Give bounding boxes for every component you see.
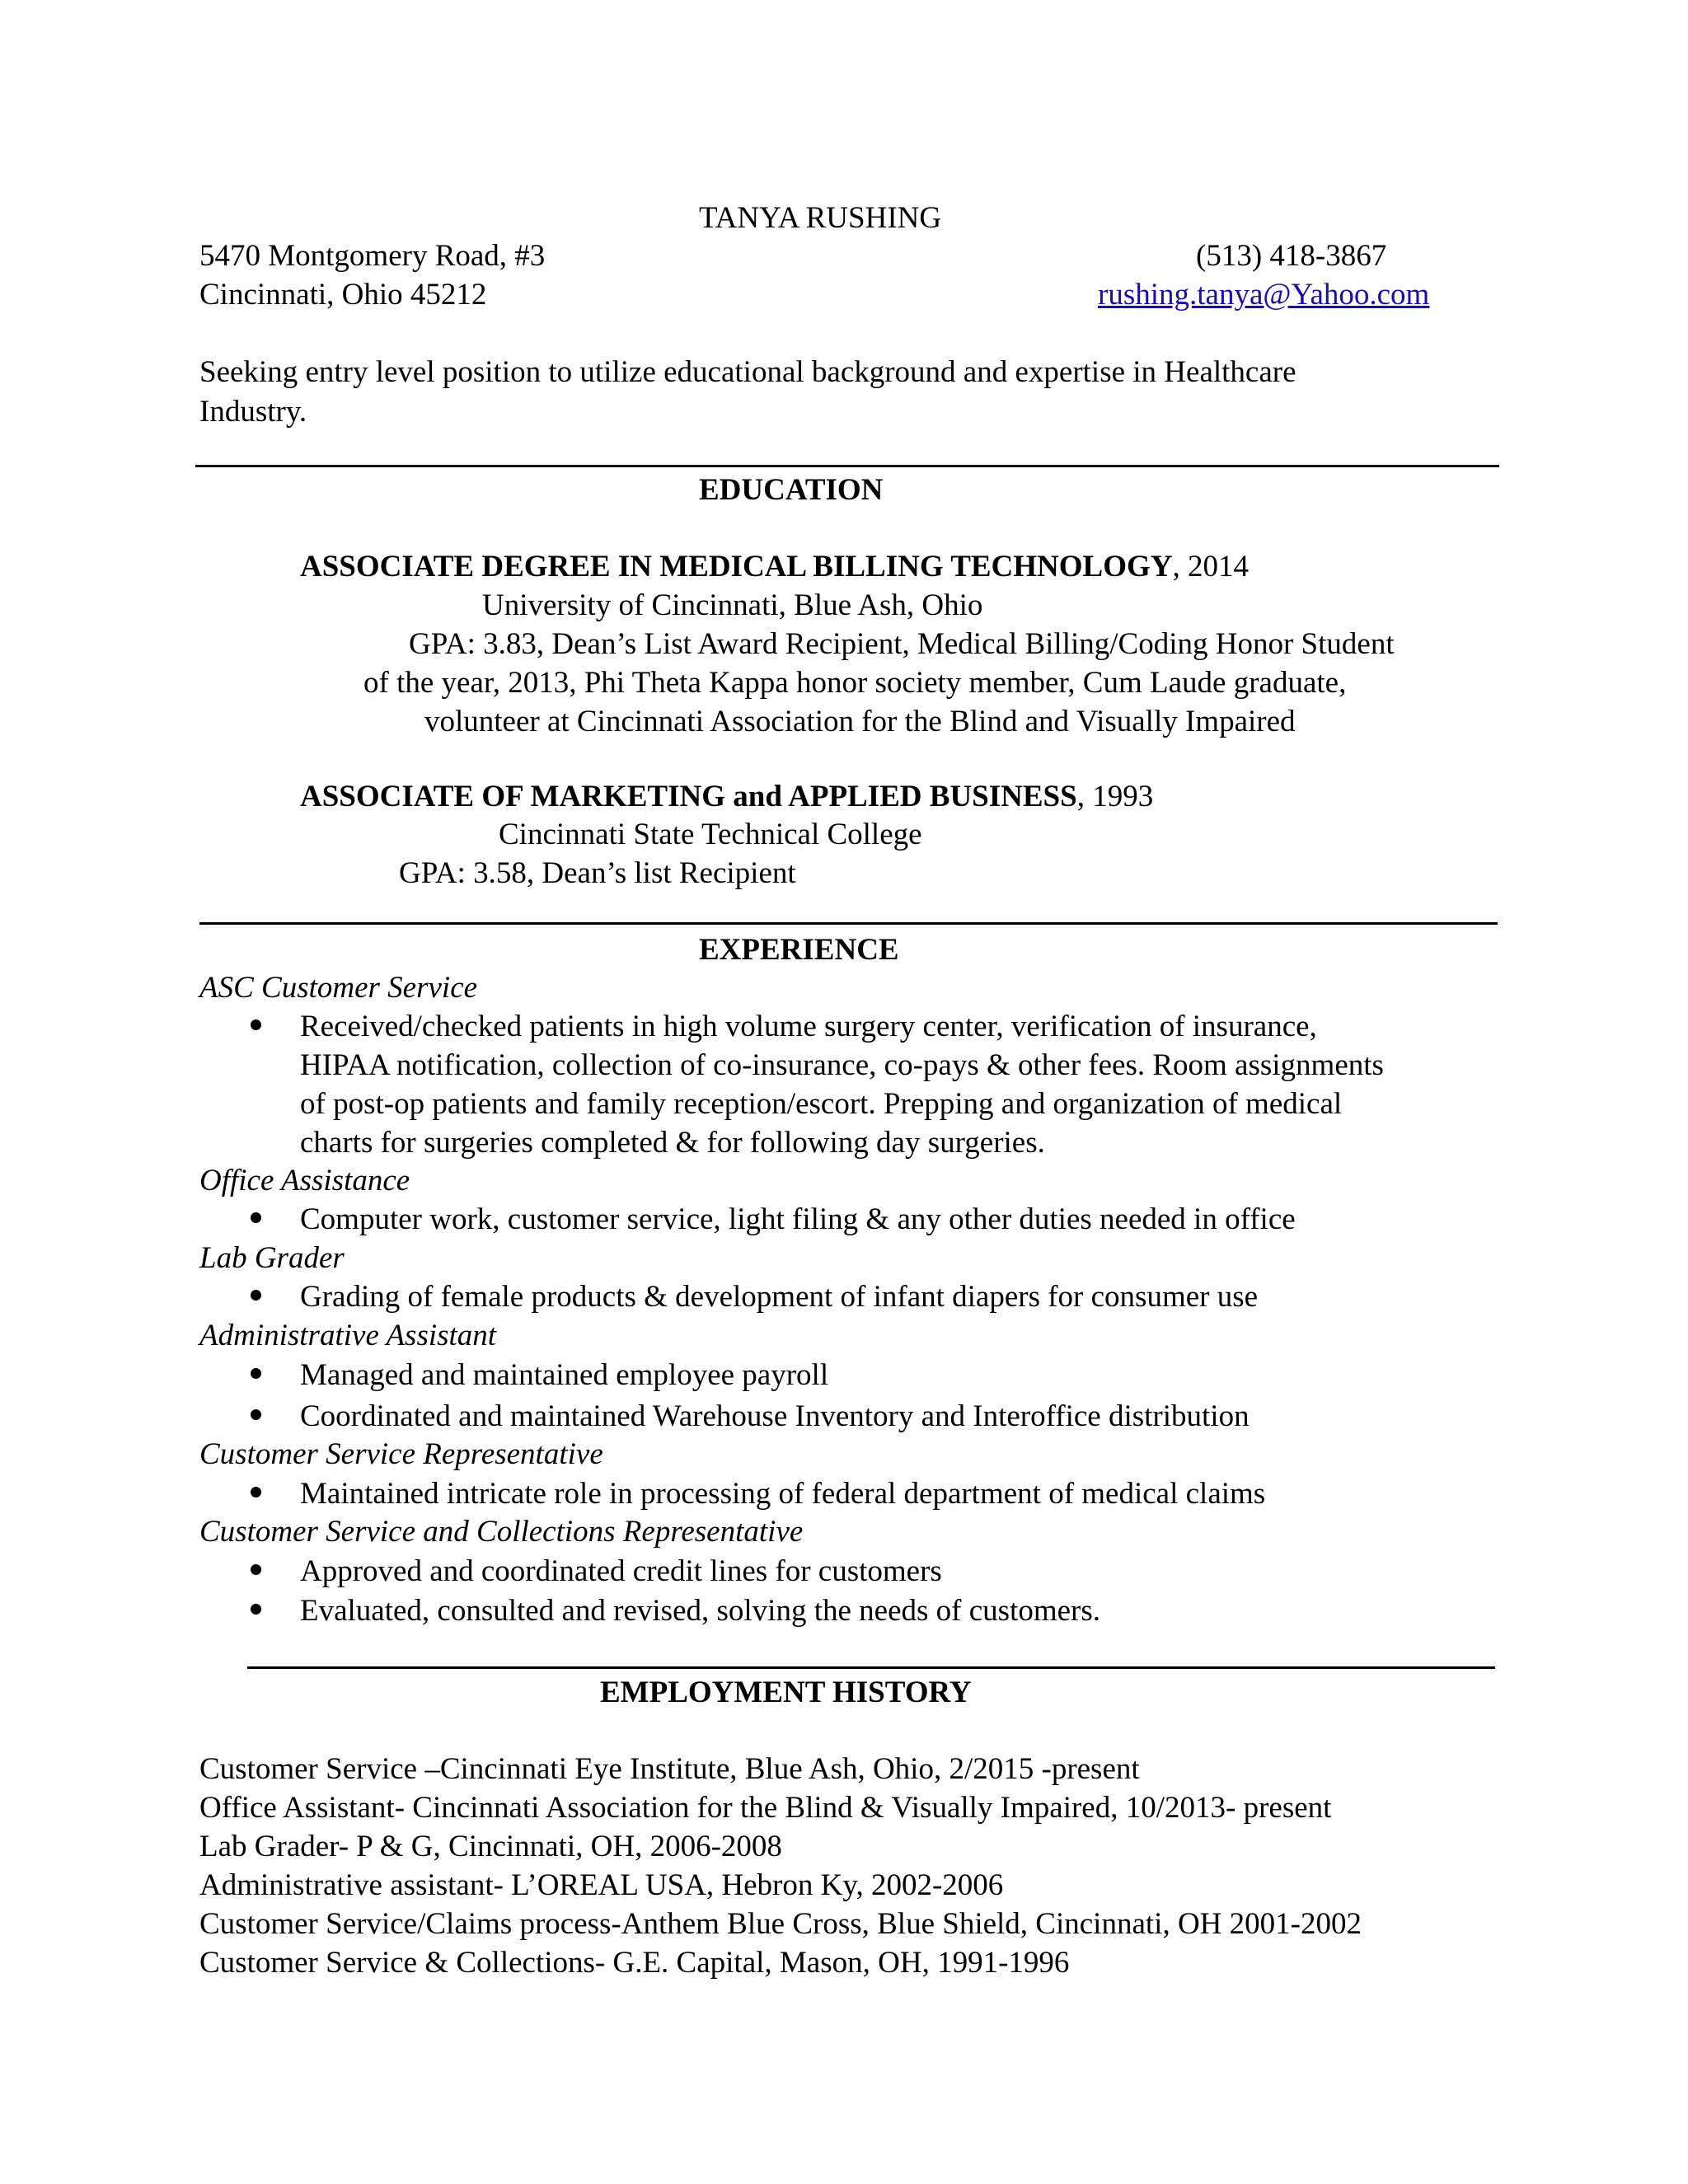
employment-line: Customer Service & Collections- G.E. Capital, Mason, OH, 1991-1996: [199, 1946, 1070, 1980]
role-bullet-line: Grading of female products & development of infant diapers for consumer use: [300, 1280, 1259, 1314]
degree2-gpa: GPA: 3.58, Dean’s list Recipient: [399, 856, 796, 890]
degree1-heading: [300, 551, 1249, 582]
email-link[interactable]: rushing.tanya@Yahoo.com: [1098, 278, 1430, 312]
role-bullet-line: HIPAA notification, collection of co-insurance, co-pays & other fees. Room assignments: [300, 1048, 1384, 1082]
bullet-icon: [251, 1368, 261, 1379]
employment-line: Customer Service –Cincinnati Eye Institute, Blue Ash, Ohio, 2/2015 -present: [199, 1752, 1140, 1786]
role-title: Customer Service Representative: [199, 1437, 603, 1471]
degree1-year: , 2014: [1172, 550, 1250, 583]
employment-line: Office Assistant- Cincinnati Association for the Blind & Visually Impaired, 10/2013- present: [199, 1791, 1332, 1825]
objective-line-1: Seeking entry level position to utilize educational background and expertise in Healthcare: [199, 355, 1296, 389]
divider-employment: [247, 1666, 1495, 1669]
role-title: Customer Service and Collections Representative: [199, 1515, 804, 1549]
role-bullet-line: Computer work, customer service, light filing & any other duties needed in office: [300, 1202, 1296, 1236]
role-bullet-line: of post-op patients and family reception/escort. Prepping and organization of medical: [300, 1087, 1343, 1121]
degree1-title: ASSOCIATE DEGREE IN MEDICAL BILLING TECHNOLOGY: [300, 550, 1173, 583]
role-bullet-line: charts for surgeries completed & for following day surgeries.: [300, 1126, 1045, 1160]
bullet-icon: [251, 1212, 261, 1223]
bullet-icon: [251, 1409, 261, 1420]
employment-line: Lab Grader- P & G, Cincinnati, OH, 2006-2008: [199, 1830, 782, 1863]
role-bullet-line: Received/checked patients in high volume surgery center, verification of insurance,: [300, 1010, 1317, 1043]
address-line-2: Cincinnati, Ohio 45212: [199, 278, 487, 312]
role-title: Administrative Assistant: [199, 1319, 497, 1352]
role-title: Office Assistance: [199, 1164, 410, 1197]
employment-heading: EMPLOYMENT HISTORY: [600, 1675, 972, 1709]
candidate-name: TANYA RUSHING: [699, 201, 942, 235]
degree2-school: Cincinnati State Technical College: [499, 818, 922, 851]
bullet-icon: [251, 1290, 261, 1301]
role-title: ASC Customer Service: [199, 971, 478, 1005]
degree1-school: University of Cincinnati, Blue Ash, Ohio: [482, 588, 983, 622]
role-bullet-line: Maintained intricate role in processing of federal department of medical claims: [300, 1477, 1266, 1511]
bullet-icon: [251, 1604, 261, 1615]
role-bullet-line: Evaluated, consulted and revised, solving the needs of customers.: [300, 1594, 1100, 1628]
objective-line-2: Industry.: [199, 395, 307, 429]
divider-experience: [199, 922, 1498, 925]
degree2-title: ASSOCIATE OF MARKETING and APPLIED BUSINESS: [300, 780, 1077, 813]
bullet-icon: [251, 1487, 261, 1497]
phone-number: (513) 418-3867: [1196, 239, 1387, 273]
role-bullet-line: Approved and coordinated credit lines for customers: [300, 1554, 942, 1588]
degree1-detail-line-1: GPA: 3.83, Dean’s List Award Recipient, Medical Billing/Coding Honor Student: [409, 627, 1395, 661]
role-bullet-line: Coordinated and maintained Warehouse Inventory and Interoffice distribution: [300, 1399, 1250, 1433]
bullet-icon: [251, 1564, 261, 1575]
experience-heading: EXPERIENCE: [699, 933, 899, 967]
education-heading: EDUCATION: [699, 473, 884, 507]
divider-education: [195, 465, 1499, 467]
degree1-detail-line-3: volunteer at Cincinnati Association for the Blind and Visually Impaired: [424, 705, 1296, 738]
employment-line: Administrative assistant- L’OREAL USA, Hebron Ky, 2002-2006: [199, 1868, 1004, 1902]
role-title: Lab Grader: [199, 1241, 345, 1275]
degree2-year: , 1993: [1076, 780, 1154, 813]
bullet-icon: [251, 1019, 261, 1030]
employment-line: Customer Service/Claims process-Anthem Blue Cross, Blue Shield, Cincinnati, OH 2001-2002: [199, 1907, 1362, 1941]
degree2-heading: [300, 781, 1153, 812]
degree1-detail-line-2: of the year, 2013, Phi Theta Kappa honor society member, Cum Laude graduate,: [363, 666, 1347, 700]
role-bullet-line: Managed and maintained employee payroll: [300, 1358, 829, 1392]
address-line-1: 5470 Montgomery Road, #3: [199, 239, 546, 273]
